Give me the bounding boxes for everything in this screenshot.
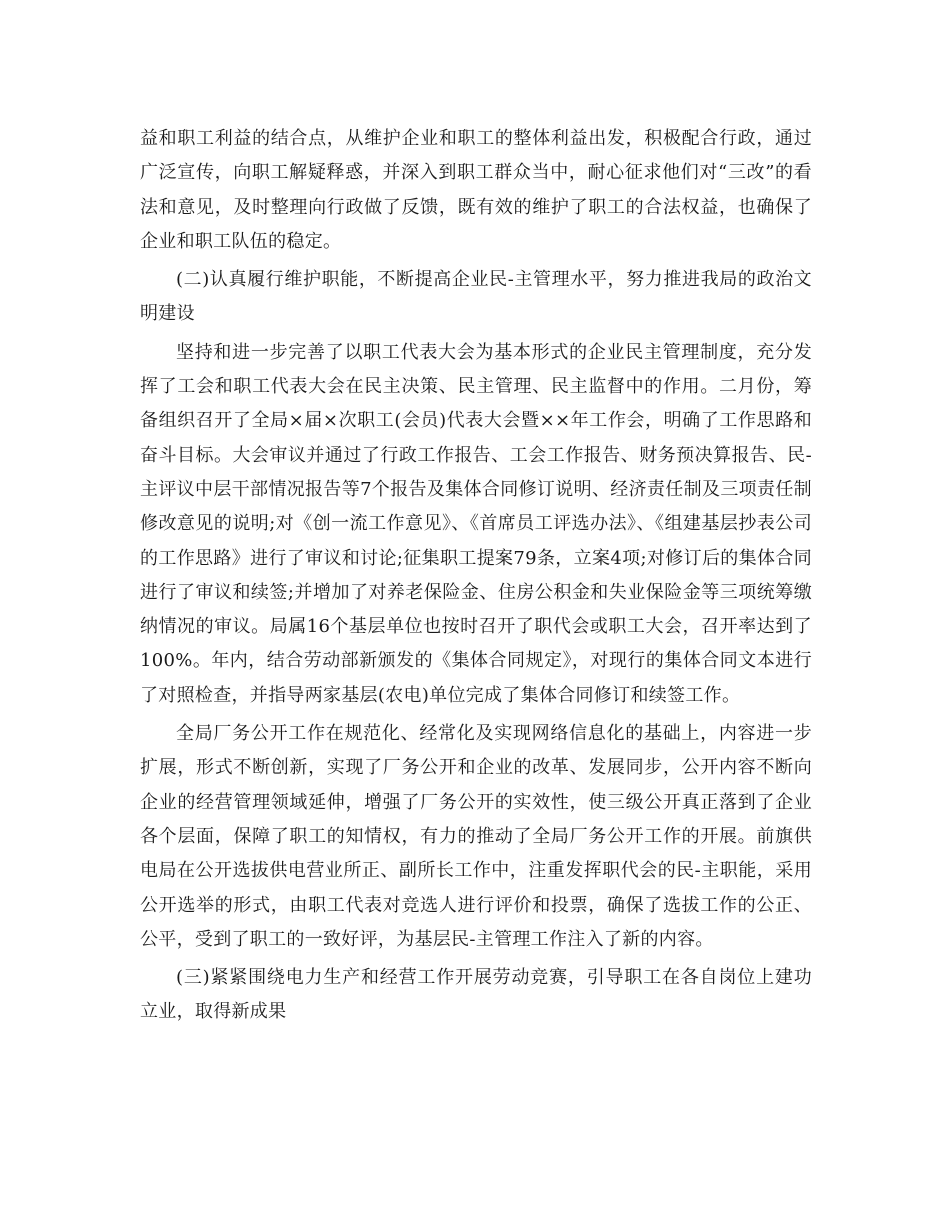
paragraph-congress: 坚持和进一步完善了以职工代表大会为基本形式的企业民主管理制度，充分发挥了工会和职工代表大会在民主决策、民主管理、民主监督中的作用。二月份，筹备组织召开了全局×届×次职工(会员)代表大会暨××年工作会，明确了工作思路和奋斗目标。大会审议并通过了行政工作报告、工会工作报告、财务预决算报告、民-主评议中层干部情况报告等7个报告及集体合同修订说明、经济责任制及三项责任制修改意见的说明;对《创一流工作意见》、《首席员工评选办法》、《组建基层抄表公司的工作思路》进行了审议和讨论;征集职工提案79条，立案4项;对修订后的集体合同进行了审议和续签;并增加了对养老保险金、住房公积金和失业保险金等三项统筹缴纳情况的审议。局属16个基层单位也按时召开了职代会或职工大会，召开率达到了100%。年内，结合劳动部新颁发的《集体合同规定》，对现行的集体合同文本进行了对照检查，并指导两家基层(农电)单位完成了集体合同修订和续签工作。	[140, 341, 812, 706]
paragraph-continuation: 益和职工利益的结合点，从维护企业和职工的整体利益出发，积极配合行政，通过广泛宣传，向职工解疑释惑，并深入到职工群众当中，耐心征求他们对“三改”的看法和意见，及时整理向行政做了反馈，既有效的维护了职工的合法权益，也确保了企业和职工队伍的稳定。	[140, 128, 812, 252]
section-heading-2: (二)认真履行维护职能，不断提高企业民-主管理水平，努力推进我局的政治文明建设	[140, 269, 812, 325]
paragraph-factory-affairs: 全局厂务公开工作在规范化、经常化及实现网络信息化的基础上，内容进一步扩展，形式不断创新，实现了厂务公开和企业的改革、发展同步，公开内容不断向企业的经营管理领域延伸，增强了厂务公开的实效性，使三级公开真正落到了企业各个层面，保障了职工的知情权，有力的推动了全局厂务公开工作的开展。前旗供电局在公开选拔供电营业所正、副所长工作中，注重发挥职代会的民-主职能，采用公开选举的形式，由职工代表对竞选人进行评价和投票，确保了选拔工作的公正、公平，受到了职工的一致好评，为基层民-主管理工作注入了新的内容。	[140, 723, 812, 950]
document-page	[140, 122, 812, 1030]
section-heading-3: (三)紧紧围绕电力生产和经营工作开展劳动竞赛，引导职工在各自岗位上建功立业，取得新成果	[140, 967, 812, 1023]
